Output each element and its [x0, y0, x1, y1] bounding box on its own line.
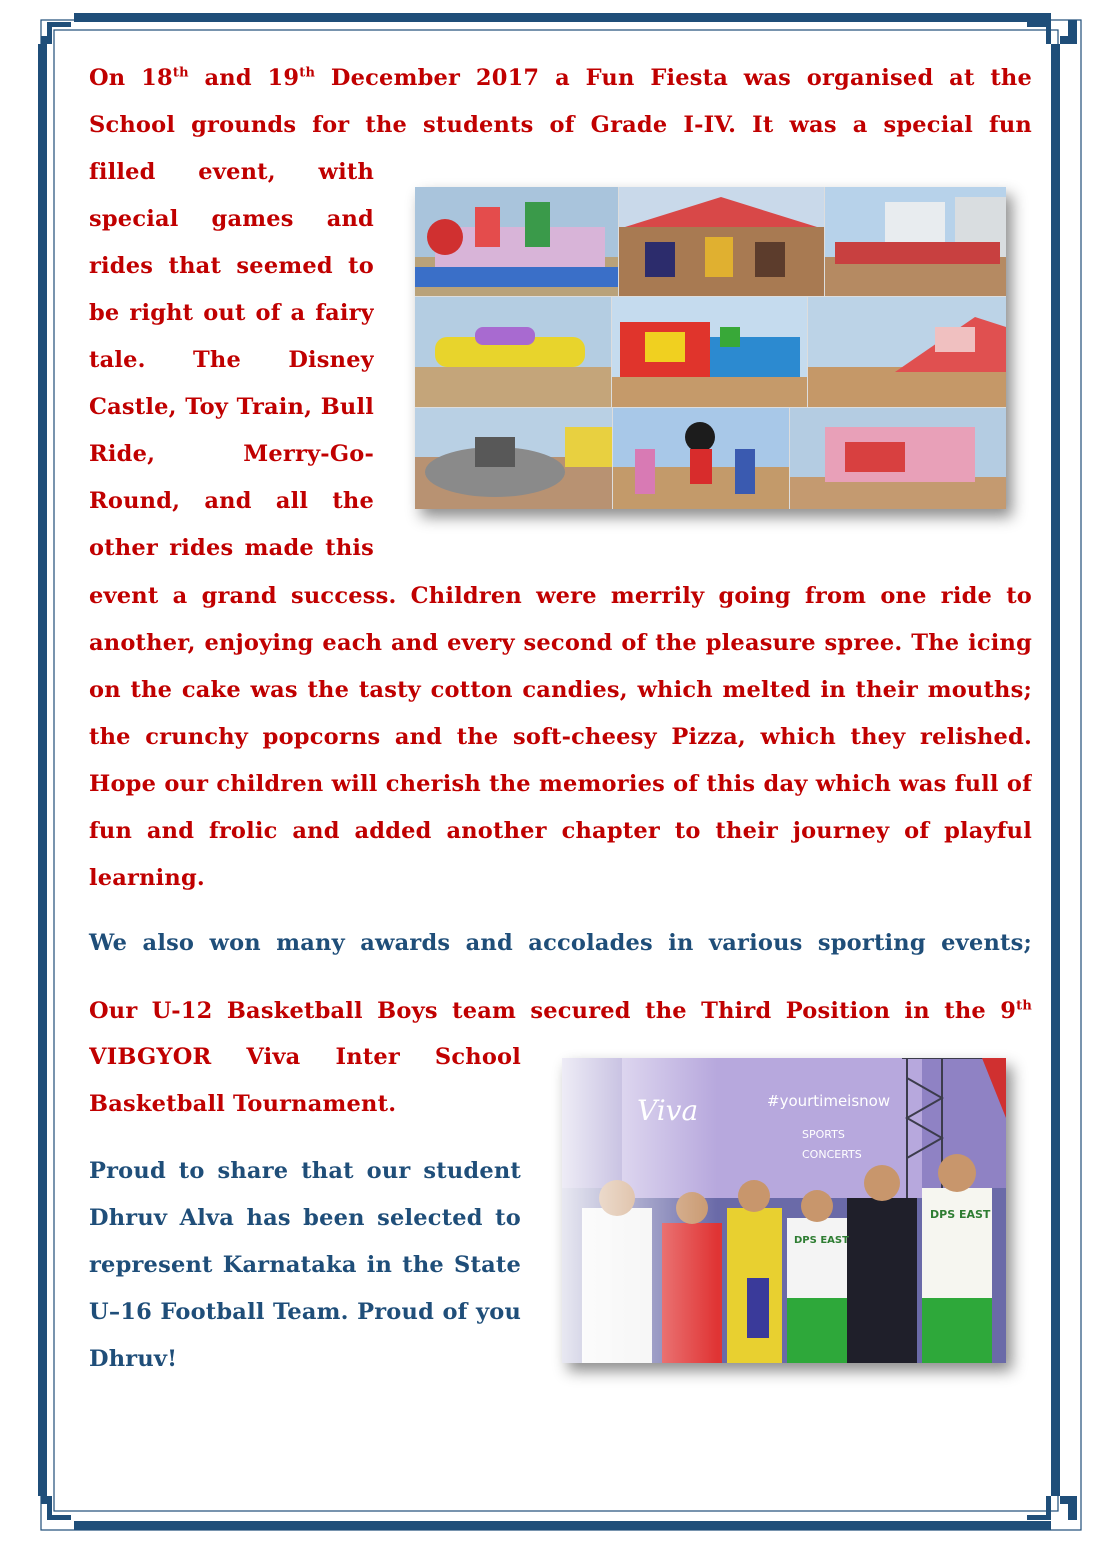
intro-sup-2: th	[299, 65, 316, 81]
article-wrap-text: filled event, with special games and rides that seemed to be right out of a fairy tale. The Disney Castle, Toy Train, Bull Ride, Merry-Go-Round, and all the other rides made this	[89, 159, 374, 561]
basketball-sup: th	[1016, 998, 1032, 1014]
photo-slide	[808, 297, 1006, 407]
article-continuation: event a grand success. Children were merrily going from one ride to another, enjoying each and every second of the pleasure spree. The icing on the cake was the tasty cotton candies, which melted in their mouths; the crunchy popcorns and the soft-cheesy Pizza, which they relished. Hope our children will cherish the memories of this day which was full of fun and frolic and added another chapter to their journey of playful learning.	[89, 583, 1032, 891]
team-photo-image	[562, 1058, 1006, 1363]
intro-part-1: On 18	[89, 65, 173, 91]
basketball-award	[89, 988, 1032, 1035]
photo-school-crowd	[825, 187, 1006, 296]
intro-sup-1: th	[172, 65, 189, 81]
photo-bouncy-tunnel	[415, 297, 611, 407]
collage-photos	[415, 187, 1006, 509]
football-selection: Proud to share that our student Dhruv Alva has been selected to represent Karnataka in the State U–16 Football Team. Proud of you Dhruv!	[89, 1158, 521, 1372]
awards-intro: We also won many awards and accolades in various sporting events;	[89, 930, 1032, 956]
intro-part-3: December 2017 a Fun Fiesta was organised at the School grounds for the students of Grade I-IV. It was a special fun	[89, 65, 1032, 138]
photo-bull-ride	[415, 408, 612, 509]
basketball-award-continued: VIBGYOR Viva Inter School Basketball Tournament.	[89, 1044, 521, 1117]
basketball-text: Our U-12 Basketball Boys team secured the Third Position in the 9	[89, 998, 1017, 1024]
photo-disney-castle	[415, 187, 618, 296]
intro-part-2: and 19	[188, 65, 300, 91]
photo-cars-bouncer	[790, 408, 1006, 509]
fun-fiesta-photo-collage	[415, 187, 1006, 509]
photo-merry-go-round	[619, 187, 824, 296]
photo-mickey-mouse	[613, 408, 789, 509]
photo-obstacle-course	[612, 297, 807, 407]
basketball-team-photo	[562, 1058, 1006, 1363]
article-intro	[89, 55, 1032, 149]
